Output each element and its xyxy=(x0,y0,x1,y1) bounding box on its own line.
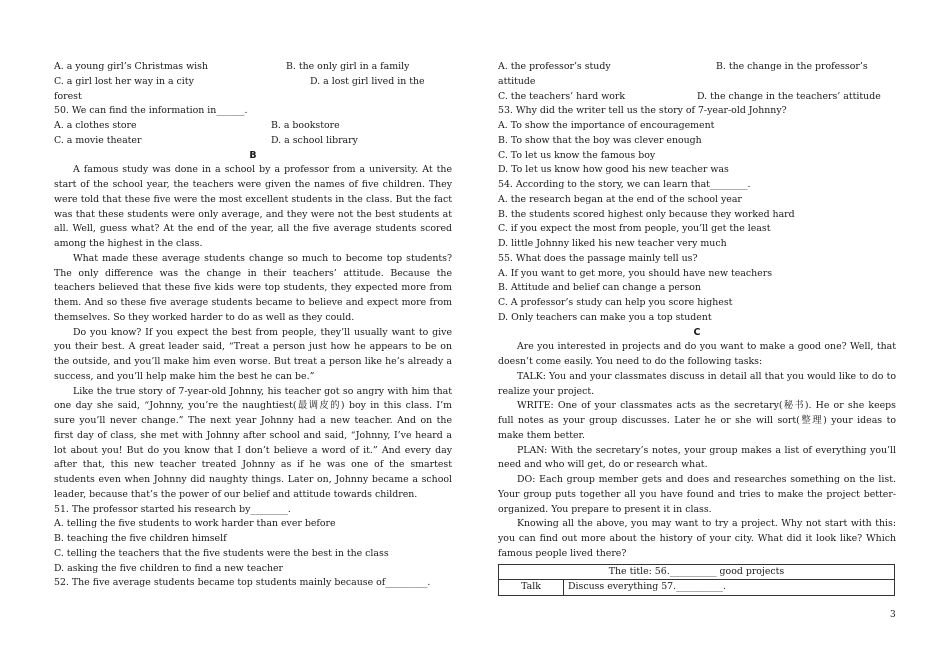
q49-option-d[interactable]: D. a lost girl lived in the xyxy=(310,75,425,87)
q54-stem: 54. According to the story, we can learn that________. xyxy=(498,179,751,190)
passage-b-paragraph-1: A famous study was done in a school by a professor from a university. At the start of the school year, the teachers were given the names of five children. They were told that these five were the most excellent students in the class. But the fact was that these students were only average, and they were not the best students at all. Well, guess what? At the end of the year, all the five average students scored among the highest in the class. xyxy=(54,164,452,249)
q52-option-b-continued: attitude xyxy=(498,75,536,87)
passage-b-paragraph-2: What made these average students change so much to become top students? The only difference was the change in their teachers’ attitude. Because the teachers believed that these five kids were top students, they expected more from them. And so these five average students became to believe and expect more from themselves. So they worked harder to do as well as they could. xyxy=(54,252,452,323)
passage-c-paragraph-closing: Knowing all the above, you may want to try a project. Why not start with this: you can find out more about the history of your city. What did it look like? Which famous people lived there? xyxy=(498,518,896,559)
passage-c-paragraph-1: Are you interested in projects and do you want to make a good one? Well, that doesn’t come easily. You need to do the following tasks: xyxy=(498,341,896,367)
q53-option-c[interactable]: C. To let us know the famous boy xyxy=(498,149,656,161)
passage-c-paragraph-talk: TALK: You and your classmates discuss in detail all that you would like to do to realize your project. xyxy=(498,370,896,397)
section-c-heading: C xyxy=(693,326,701,338)
q49-options-row1 xyxy=(54,60,452,75)
q55-option-c[interactable]: C. A professor’s study can help you score highest xyxy=(498,297,733,308)
q50-option-d[interactable]: D. a school library xyxy=(271,134,358,146)
q52-option-d[interactable]: D. the change in the teachers’ attitude xyxy=(697,90,881,102)
table-row xyxy=(499,564,895,580)
q52-options-row1 xyxy=(498,60,896,75)
right-column xyxy=(498,60,896,596)
q51-stem: 51. The professor started his research by________. xyxy=(54,503,291,515)
q52-options-row2 xyxy=(498,90,896,105)
page-number: 3 xyxy=(890,610,896,620)
left-column xyxy=(54,60,452,591)
q49-options-row2 xyxy=(54,75,452,90)
passage-b-paragraph-4: Like the true story of 7-year-old Johnny, his teacher got so angry with him that one day she said, “Johnny, you’re the naughtiest(最调皮的) boy in this class. I’m sure you’ll never change.” The next year Johnny had a new teacher. And on the first day of class, she met with Johnny after school and said, “Johnny, I’ve heard a lot about you! But do you know that I don’t believe a word of it.” And every day after that, this new teacher treated Johnny as if he was one of the smartest students even when Johnny did naughty things. Later on, Johnny became a school leader, because that’s the power of our belief and attitude towards children. xyxy=(54,385,452,500)
q50-option-a[interactable]: A. a clothes store xyxy=(54,120,137,131)
q49-option-d-continued: forest xyxy=(54,90,82,102)
task-table-wrapper xyxy=(498,564,896,597)
q55-option-d[interactable]: D. Only teachers can make you a top student xyxy=(498,311,712,323)
q52-option-b[interactable]: B. the change in the professor’s xyxy=(716,61,868,72)
q50-option-c[interactable]: C. a movie theater xyxy=(54,134,142,146)
q49-option-a[interactable]: A. a young girl’s Christmas wish xyxy=(54,61,208,72)
task-table xyxy=(498,564,895,597)
q50-stem: 50. We can find the information in______. xyxy=(54,105,248,117)
q52-stem: 52. The five average students became top students mainly because of_________. xyxy=(54,577,431,589)
table-value-cell[interactable]: Discuss everything 57.__________. xyxy=(564,580,895,596)
table-label-cell: Talk xyxy=(499,580,564,596)
passage-c-paragraph-write: WRITE: One of your classmates acts as the secretary(秘书). He or she keeps full notes as your group discusses. Later he or she will sort(整理) your ideas to make them better. xyxy=(498,400,896,441)
table-row xyxy=(499,580,895,596)
q55-stem: 55. What does the passage mainly tell us? xyxy=(498,252,698,264)
q53-option-d[interactable]: D. To let us know how good his new teacher was xyxy=(498,164,729,176)
table-title-cell[interactable]: The title: 56.__________ good projects xyxy=(499,564,895,580)
q51-option-b[interactable]: B. teaching the five children himself xyxy=(54,533,227,544)
q50-options-row2 xyxy=(54,134,452,149)
q51-option-d[interactable]: D. asking the five children to find a new teacher xyxy=(54,562,284,574)
q53-stem: 53. Why did the writer tell us the story of 7-year-old Johnny? xyxy=(498,105,787,117)
q55-option-b[interactable]: B. Attitude and belief can change a person xyxy=(498,282,701,294)
q53-option-a[interactable]: A. To show the importance of encouragement xyxy=(498,120,715,131)
q49-option-b[interactable]: B. the only girl in a family xyxy=(286,61,410,72)
q51-option-c[interactable]: C. telling the teachers that the five students were the best in the class xyxy=(54,547,389,559)
q50-option-b[interactable]: B. a bookstore xyxy=(271,120,340,131)
section-b-heading: B xyxy=(249,149,257,161)
passage-c-paragraph-do: DO: Each group member gets and does and researches something on the list. Your group puts together all you have found and tries to make the project better-organized. You prepare to present it in class. xyxy=(498,474,896,515)
q51-option-a[interactable]: A. telling the five students to work harder than ever before xyxy=(54,518,336,530)
q54-option-d[interactable]: D. little Johnny liked his new teacher very much xyxy=(498,238,727,249)
q55-option-a[interactable]: A. If you want to get more, you should have new teachers xyxy=(498,267,772,279)
q49-option-c[interactable]: C. a girl lost her way in a city xyxy=(54,75,194,87)
q50-options-row1 xyxy=(54,119,452,134)
q53-option-b[interactable]: B. To show that the boy was clever enough xyxy=(498,134,702,146)
q54-option-c[interactable]: C. if you expect the most from people, you’ll get the least xyxy=(498,223,771,235)
q52-option-a[interactable]: A. the professor’s study xyxy=(498,61,611,72)
passage-b-paragraph-3: Do you know? If you expect the best from people, they’ll usually want to give you their best. A great leader said, “Treat a person just how he appears to be on the outside, and you’ll make him even worse. But treat a person like he’s already a success, and you’ll help make him the best he can be.” xyxy=(54,326,452,382)
q52-option-c[interactable]: C. the teachers’ hard work xyxy=(498,90,626,102)
q54-option-a[interactable]: A. the research began at the end of the school year xyxy=(498,193,742,205)
q54-option-b[interactable]: B. the students scored highest only because they worked hard xyxy=(498,208,795,220)
passage-c-paragraph-plan: PLAN: With the secretary’s notes, your group makes a list of everything you’ll need and who will get, do or research what. xyxy=(498,444,896,471)
